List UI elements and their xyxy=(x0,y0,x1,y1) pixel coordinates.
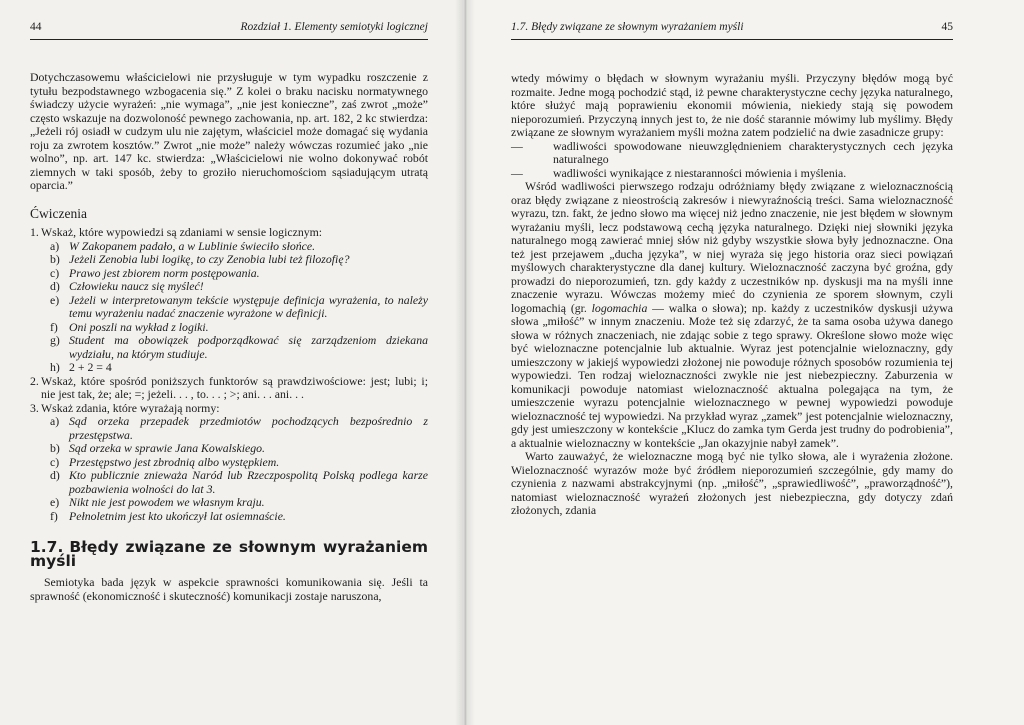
left-page xyxy=(0,0,463,725)
subitem-text: Kto publicznie znieważa Naród lub Rzeczpospolitą Polską podlega karze pozbawienia wolności do lat 3. xyxy=(69,468,428,496)
exercise-subitem xyxy=(41,442,428,456)
error-group-item xyxy=(511,167,953,181)
subitem-text: Jeżeli Zenobia lubi logikę, to czy Zenobia lubi też filozofię? xyxy=(69,252,350,266)
error-group-text: wadliwości spowodowane nieuwzględnieniem charakterystycznych cech języka naturalnego xyxy=(553,138,953,166)
subitem-text: Oni poszli na wykład z logiki. xyxy=(69,319,209,334)
book-gutter-shadow xyxy=(455,0,475,725)
exercise-number: 3. xyxy=(30,400,39,415)
subitem-text: 2 + 2 = 4 xyxy=(69,360,112,374)
section-intro-paragraph: Semiotyka bada język w aspekcie sprawności komunikowania się. Jeśli ta sprawność (ekonomiczność i skuteczność) komunikacji zostaje naruszona, xyxy=(30,575,428,603)
right-paragraph-3: Warto zauważyć, że wieloznaczne mogą być nie tylko słowa, ale i wyrażenia złożone. Wieloznaczność wyrazów może być źródłem nieporozumień szczególnie, gdy mamy do czynienia z nazwami abstrakcyjnymi (np. „miłość”, „sprawiedliwość”, „praworządność”), natomiast wieloznaczność wyrażeń złożonych jest niebezpieczna, gdy dotyczy zdań złożonych, zdania xyxy=(511,449,953,517)
exercise-prompt: Wskaż, które spośród poniższych funktorów są prawdziwościowe: jest; lubi; i; nie jest tak, że; ale; =; jeżeli. . . , to. . . ; >; ani. . . ani. . . xyxy=(41,373,428,401)
subitem-letter: a) xyxy=(50,238,60,253)
error-group-list xyxy=(511,140,953,181)
exercise-subitem xyxy=(41,253,428,267)
exercises-heading: Ćwiczenia xyxy=(30,205,87,221)
left-page-number: 44 xyxy=(30,21,42,33)
subitem-text: Nikt nie jest powodem we własnym kraju. xyxy=(69,495,265,509)
exercise-prompt: Wskaż zdania, które wyrażają normy: xyxy=(41,400,220,415)
section-heading xyxy=(30,538,428,570)
exercise-subitem xyxy=(41,469,428,496)
right-paragraph-1: wtedy mówimy o błędach w słownym wyrażaniu myśli. Przyczyny błędów mogą być rozmaite. Jedne mogą pochodzić stąd, iż pewne charakterystyczne cechy języka naturalnego, które służyć mają poprawieniu ekonomii mówienia, niekiedy stają się powodem nieporozumień. Przyczyną innych jest to, że nie dość starannie mówimy lub myślimy. Błędy związane ze słownym wyrażaniem myśli można zatem podzielić na dwie zasadnicze grupy: xyxy=(511,71,953,139)
right-text-column xyxy=(511,72,953,518)
exercise-subitem xyxy=(41,361,428,375)
exercise-list xyxy=(30,226,428,523)
exercise-subitem xyxy=(41,334,428,361)
subitem-letter: e) xyxy=(50,292,60,307)
subitem-letter: g) xyxy=(50,333,60,347)
right-running-head: 1.7. Błędy związane ze słownym wyrażaniem myśli xyxy=(511,21,744,33)
exercise-subitem xyxy=(41,267,428,281)
exercise-prompt: Wskaż, które wypowiedzi są zdaniami w sensie logicznym: xyxy=(41,225,323,239)
subitem-letter: d) xyxy=(50,279,60,293)
exercise-number: 2. xyxy=(30,373,39,388)
left-opening-paragraph: Dotychczasowemu właścicielowi nie przysługuje w tym wypadku roszczenie z tytułu bezpodstawnego wzbogacenia się.” Z kolei o braku nacisku normatywnego świadczy użycie wyrażeń: „nie wymaga”, „nie jest konieczne”, zaś zwrot „może” często wskazuje na dozwoloność pewnego zachowania, np. art. 182, 2 kc stwierdza: „Jeżeli rój osiadł w cudzym ulu nie zajętym, właściciel może domagać się wydania roju za zwrotem kosztów.” Zwrot „nie może” należy wówczas rozumieć jako „nie wolno”, np. art. 147 kc. stwierdza: „Właścicielowi nie wolno dokonywać robót ziemnych w taki sposób, żeby to groziło nieruchomościom sąsiadującym utratą oparcia.” xyxy=(30,70,428,192)
exercise-item xyxy=(30,402,428,524)
subitem-text: Człowieku naucz się myśleć! xyxy=(69,279,204,293)
para2-part1: Wśród wadliwości pierwszego rodzaju odróżniamy błędy związane z wieloznacznością oraz błędy związane z nieostrością zakresów i niewyraźnością treści. Sama wieloznaczność wyrazu, tzn. fakt, że jedno słowo ma więcej niż jedno znaczenie, nie jest błędem w słownym wyrażaniu myśli, lecz podstawową cechą języka naturalnego. Dzięki niej słowniki języka naturalnego mogą zawierać mniej słów niż gdyby wszystkie słowa były jednoznaczne. Ona też jest przejawem „ducha języka”, w niej wyraża się jego historia oraz sieci powiązań myślowych charakterystyczne dla danej kultury. Wieloznaczność zaczyna być groźna, gdy prowadzi do nieporozumień, tzn. gdy każdy z uczestników np. dyskusji ma na myśli inne znaczenie wyrazu. Wówczas możemy mieć do czynienia ze sporem słownym, czyli logomachią (gr. xyxy=(511,179,953,315)
subitem-text: Sąd orzeka w sprawie Jana Kowalskiego. xyxy=(69,441,265,455)
subitem-text: Student ma obowiązek podporządkować się zarządzeniom dziekana wydziału, na którym studiuje. xyxy=(69,333,428,361)
left-running-head: Rozdział 1. Elementy semiotyki logicznej xyxy=(240,21,428,33)
subitem-letter: c) xyxy=(50,265,60,280)
subitem-letter: f) xyxy=(50,319,58,334)
exercise-number: 1. xyxy=(30,225,39,239)
exercise-subitem xyxy=(41,496,428,510)
exercise-subitem xyxy=(41,240,428,254)
exercise-subitem xyxy=(41,280,428,294)
dash-bullet: — xyxy=(511,165,523,180)
left-running-header xyxy=(30,19,428,40)
error-group-item xyxy=(511,140,953,167)
exercise-subitem-list xyxy=(41,240,428,375)
subitem-text: Pełnoletnim jest kto ukończył lat osiemnaście. xyxy=(69,508,286,523)
exercise-subitem xyxy=(41,294,428,321)
right-running-header xyxy=(511,19,953,40)
exercise-subitem-list xyxy=(41,415,428,523)
section-title: Błędy związane ze słownym wyrażaniem myśli xyxy=(30,538,428,570)
exercise-subitem xyxy=(41,510,428,524)
exercise-subitem xyxy=(41,415,428,442)
subitem-text: Jeżeli w interpretowanym tekście występuje definicja wyrażenia, to należy temu wyrażeniu nadać znaczenie wyrażone w definicji. xyxy=(69,292,428,320)
error-group-text: wadliwości wynikające z niestaranności mówienia i myślenia. xyxy=(553,165,847,180)
subitem-letter: e) xyxy=(50,495,60,509)
subitem-text: Przestępstwo jest zbrodnią albo występkiem. xyxy=(69,454,280,469)
subitem-letter: b) xyxy=(50,252,60,266)
left-text-column xyxy=(30,71,428,603)
right-page xyxy=(463,0,1024,725)
exercise-item xyxy=(30,375,428,402)
subitem-text: W Zakopanem padało, a w Lublinie świeciło słońce. xyxy=(69,238,316,253)
para2-italic-term: logomachia xyxy=(591,300,648,315)
right-paragraph-2 xyxy=(511,180,953,450)
dash-bullet: — xyxy=(511,138,523,153)
section-number: 1.7. xyxy=(30,538,64,556)
subitem-letter: h) xyxy=(50,360,60,374)
subitem-letter: a) xyxy=(50,414,60,428)
subitem-text: Prawo jest zbiorem norm postępowania. xyxy=(69,265,260,280)
right-page-number: 45 xyxy=(941,21,953,33)
subitem-letter: d) xyxy=(50,468,60,482)
subitem-letter: b) xyxy=(50,441,60,455)
subitem-letter: c) xyxy=(50,454,60,469)
para2-part2: — walka o słowa); np. każdy z uczestników dyskusji używa słowa „miłość” w innym znaczeniu. Może też się zdarzyć, że ta sama osoba używa danego słowa w różnych znaczeniach, nie zdając sobie z tego sprawy. Określone słowo może więc być wieloznaczne potencjalnie lub aktualnie. Wyraz jest potencjalnie wieloznaczny, gdy umieszczony w jakiejś wypowiedzi złożonej nie powoduje różnych sposobów rozumienia tej wypowiedzi. Ten rodzaj wieloznaczności zwykle nie jest niebezpieczny. Zaburzenia w komunikacji powoduje natomiast wieloznaczność aktualna polegająca na tym, że umieszczenie wyrazu potencjalnie wieloznacznego w pewnej wypowiedzi powoduje wieloznaczność tej wypowiedzi. Na przykład wyraz „zamek” jest potencjalnie wieloznaczny, gdy jest umieszczony w kontekście „Klucz do zamka tym Gerda jest trudny do podrobienia”, a aktualnie wieloznaczny w kontekście „Jan okazyjnie nabył zamek”. xyxy=(511,300,953,450)
subitem-letter: f) xyxy=(50,508,58,523)
subitem-text: Sąd orzeka przepadek przedmiotów pochodzących bezpośrednio z przestępstwa. xyxy=(69,414,428,442)
exercise-subitem xyxy=(41,456,428,470)
exercise-subitem xyxy=(41,321,428,335)
exercise-item xyxy=(30,226,428,375)
